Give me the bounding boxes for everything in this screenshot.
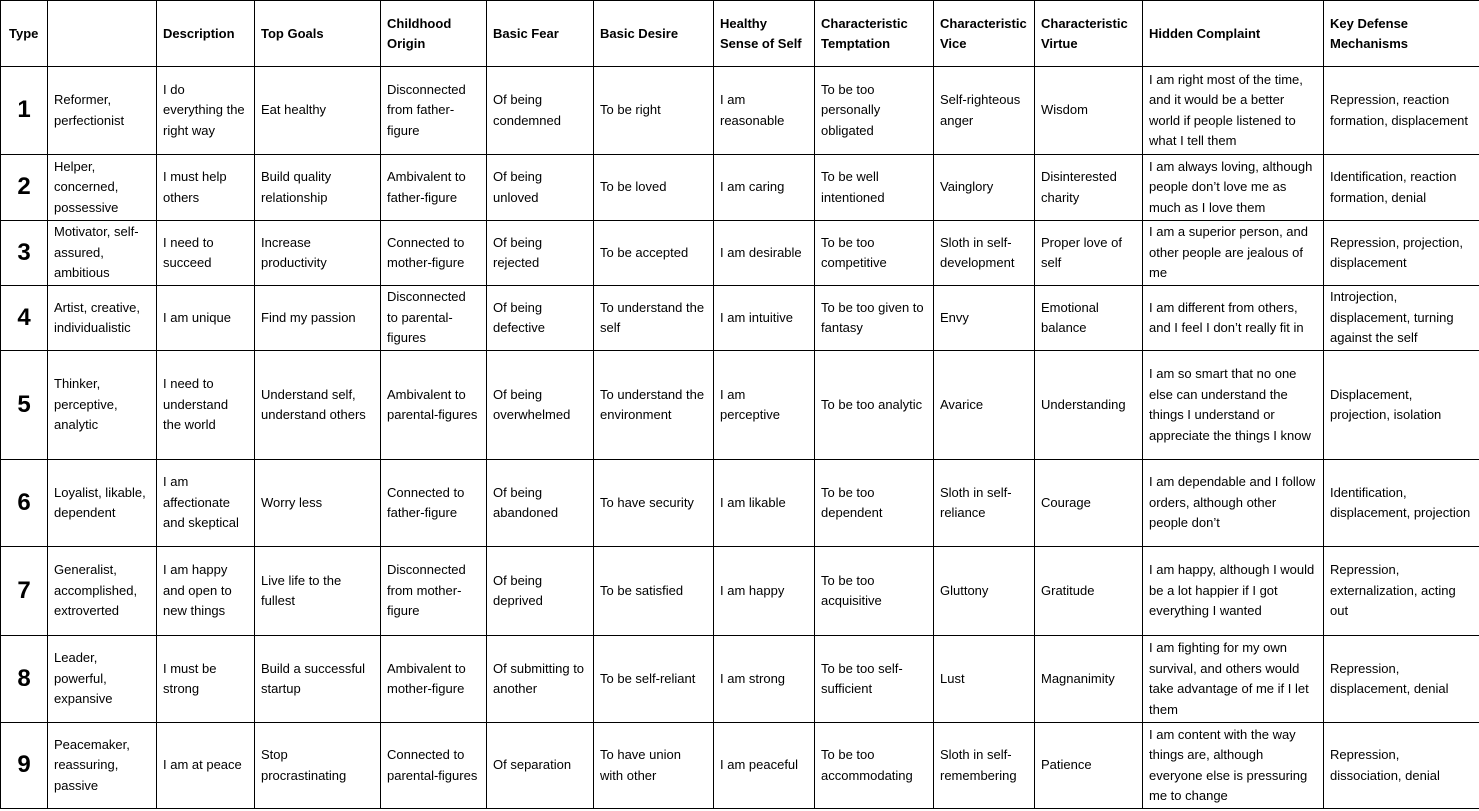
hidden-complaint-cell: I am dependable and I follow orders, although other people don’t [1143, 460, 1324, 547]
basic-fear-cell: Of being overwhelmed [487, 351, 594, 460]
childhood-origin-cell: Ambivalent to father-figure [381, 155, 487, 221]
type-name: Leader, powerful, expansive [48, 636, 157, 723]
healthy-sense-cell: I am reasonable [714, 67, 815, 155]
header-healthy-sense: Healthy Sense of Self [714, 1, 815, 67]
vice-cell: Sloth in self-remembering [934, 723, 1035, 809]
temptation-cell: To be too analytic [815, 351, 934, 460]
vice-cell: Self-righteous anger [934, 67, 1035, 155]
header-type: Type [1, 1, 48, 67]
header-blank [48, 1, 157, 67]
header-virtue: Characteristic Virtue [1035, 1, 1143, 67]
temptation-cell: To be too acquisitive [815, 547, 934, 636]
virtue-cell: Wisdom [1035, 67, 1143, 155]
header-description: Description [157, 1, 255, 67]
healthy-sense-cell: I am intuitive [714, 286, 815, 351]
temptation-cell: To be well intentioned [815, 155, 934, 221]
type-number: 6 [1, 460, 48, 547]
top-goals-cell: Eat healthy [255, 67, 381, 155]
temptation-cell: To be too competitive [815, 221, 934, 286]
basic-fear-cell: Of being abandoned [487, 460, 594, 547]
description-cell: I do everything the right way [157, 67, 255, 155]
childhood-origin-cell: Connected to parental-figures [381, 723, 487, 809]
virtue-cell: Proper love of self [1035, 221, 1143, 286]
hidden-complaint-cell: I am content with the way things are, although everyone else is pressuring me to change [1143, 723, 1324, 809]
header-temptation: Characteristic Temptation [815, 1, 934, 67]
childhood-origin-cell: Ambivalent to parental-figures [381, 351, 487, 460]
childhood-origin-cell: Disconnected from father-figure [381, 67, 487, 155]
table-row [1, 67, 1479, 155]
temptation-cell: To be too accommodating [815, 723, 934, 809]
healthy-sense-cell: I am caring [714, 155, 815, 221]
table-row [1, 460, 1479, 547]
basic-desire-cell: To be self-reliant [594, 636, 714, 723]
virtue-cell: Magnanimity [1035, 636, 1143, 723]
header-vice: Characteristic Vice [934, 1, 1035, 67]
healthy-sense-cell: I am peaceful [714, 723, 815, 809]
basic-fear-cell: Of being unloved [487, 155, 594, 221]
basic-desire-cell: To have security [594, 460, 714, 547]
defense-cell: Repression, externalization, acting out [1324, 547, 1479, 636]
top-goals-cell: Worry less [255, 460, 381, 547]
description-cell: I am at peace [157, 723, 255, 809]
hidden-complaint-cell: I am happy, although I would be a lot happier if I got everything I wanted [1143, 547, 1324, 636]
table-row [1, 636, 1479, 723]
top-goals-cell: Increase productivity [255, 221, 381, 286]
virtue-cell: Patience [1035, 723, 1143, 809]
description-cell: I am affectionate and skeptical [157, 460, 255, 547]
basic-fear-cell: Of being rejected [487, 221, 594, 286]
hidden-complaint-cell: I am always loving, although people don’t love me as much as I love them [1143, 155, 1324, 221]
vice-cell: Lust [934, 636, 1035, 723]
vice-cell: Gluttony [934, 547, 1035, 636]
table-row [1, 221, 1479, 286]
basic-desire-cell: To understand the self [594, 286, 714, 351]
hidden-complaint-cell: I am fighting for my own survival, and others would take advantage of me if I let them [1143, 636, 1324, 723]
childhood-origin-cell: Ambivalent to mother-figure [381, 636, 487, 723]
defense-cell: Repression, reaction formation, displacement [1324, 67, 1479, 155]
type-number: 8 [1, 636, 48, 723]
type-number: 3 [1, 221, 48, 286]
defense-cell: Repression, dissociation, denial [1324, 723, 1479, 809]
header-top-goals: Top Goals [255, 1, 381, 67]
basic-fear-cell: Of being defective [487, 286, 594, 351]
virtue-cell: Courage [1035, 460, 1143, 547]
defense-cell: Repression, displacement, denial [1324, 636, 1479, 723]
virtue-cell: Gratitude [1035, 547, 1143, 636]
table-row [1, 723, 1479, 809]
hidden-complaint-cell: I am right most of the time, and it would be a better world if people listened to what I tell them [1143, 67, 1324, 155]
vice-cell: Avarice [934, 351, 1035, 460]
defense-cell: Identification, displacement, projection [1324, 460, 1479, 547]
temptation-cell: To be too personally obligated [815, 67, 934, 155]
virtue-cell: Emotional balance [1035, 286, 1143, 351]
defense-cell: Introjection, displacement, turning against the self [1324, 286, 1479, 351]
header-childhood-origin: Childhood Origin [381, 1, 487, 67]
hidden-complaint-cell: I am so smart that no one else can understand the things I understand or appreciate the things I know [1143, 351, 1324, 460]
table-row [1, 547, 1479, 636]
type-number: 4 [1, 286, 48, 351]
type-name: Generalist, accomplished, extroverted [48, 547, 157, 636]
healthy-sense-cell: I am desirable [714, 221, 815, 286]
vice-cell: Sloth in self-reliance [934, 460, 1035, 547]
basic-desire-cell: To be right [594, 67, 714, 155]
hidden-complaint-cell: I am different from others, and I feel I don’t really fit in [1143, 286, 1324, 351]
top-goals-cell: Build quality relationship [255, 155, 381, 221]
header-defense: Key Defense Mechanisms [1324, 1, 1479, 67]
vice-cell: Envy [934, 286, 1035, 351]
top-goals-cell: Understand self, understand others [255, 351, 381, 460]
defense-cell: Identification, reaction formation, denial [1324, 155, 1479, 221]
type-number: 9 [1, 723, 48, 809]
defense-cell: Repression, projection, displacement [1324, 221, 1479, 286]
type-name: Thinker, perceptive, analytic [48, 351, 157, 460]
healthy-sense-cell: I am strong [714, 636, 815, 723]
type-number: 2 [1, 155, 48, 221]
type-name: Reformer, perfectionist [48, 67, 157, 155]
description-cell: I need to succeed [157, 221, 255, 286]
temptation-cell: To be too given to fantasy [815, 286, 934, 351]
basic-desire-cell: To be loved [594, 155, 714, 221]
basic-fear-cell: Of being condemned [487, 67, 594, 155]
type-number: 7 [1, 547, 48, 636]
basic-fear-cell: Of being deprived [487, 547, 594, 636]
temptation-cell: To be too self-sufficient [815, 636, 934, 723]
type-name: Loyalist, likable, dependent [48, 460, 157, 547]
healthy-sense-cell: I am happy [714, 547, 815, 636]
header-hidden-complaint: Hidden Complaint [1143, 1, 1324, 67]
description-cell: I need to understand the world [157, 351, 255, 460]
top-goals-cell: Find my passion [255, 286, 381, 351]
basic-desire-cell: To understand the environment [594, 351, 714, 460]
top-goals-cell: Build a successful startup [255, 636, 381, 723]
basic-desire-cell: To have union with other [594, 723, 714, 809]
description-cell: I must help others [157, 155, 255, 221]
header-basic-fear: Basic Fear [487, 1, 594, 67]
childhood-origin-cell: Disconnected from mother-figure [381, 547, 487, 636]
type-number: 5 [1, 351, 48, 460]
top-goals-cell: Stop procrastinating [255, 723, 381, 809]
type-number: 1 [1, 67, 48, 155]
vice-cell: Vainglory [934, 155, 1035, 221]
top-goals-cell: Live life to the fullest [255, 547, 381, 636]
basic-fear-cell: Of separation [487, 723, 594, 809]
description-cell: I am happy and open to new things [157, 547, 255, 636]
type-name: Helper, concerned, possessive [48, 155, 157, 221]
table-row [1, 155, 1479, 221]
header-basic-desire: Basic Desire [594, 1, 714, 67]
hidden-complaint-cell: I am a superior person, and other people are jealous of me [1143, 221, 1324, 286]
childhood-origin-cell: Disconnected to parental-figures [381, 286, 487, 351]
virtue-cell: Disinterested charity [1035, 155, 1143, 221]
healthy-sense-cell: I am likable [714, 460, 815, 547]
basic-fear-cell: Of submitting to another [487, 636, 594, 723]
vice-cell: Sloth in self-development [934, 221, 1035, 286]
basic-desire-cell: To be accepted [594, 221, 714, 286]
type-name: Peacemaker, reassuring, passive [48, 723, 157, 809]
table-row [1, 351, 1479, 460]
childhood-origin-cell: Connected to mother-figure [381, 221, 487, 286]
defense-cell: Displacement, projection, isolation [1324, 351, 1479, 460]
virtue-cell: Understanding [1035, 351, 1143, 460]
temptation-cell: To be too dependent [815, 460, 934, 547]
childhood-origin-cell: Connected to father-figure [381, 460, 487, 547]
type-name: Artist, creative, individualistic [48, 286, 157, 351]
description-cell: I am unique [157, 286, 255, 351]
table-row [1, 286, 1479, 351]
healthy-sense-cell: I am perceptive [714, 351, 815, 460]
type-name: Motivator, self-assured, ambitious [48, 221, 157, 286]
header-row [1, 1, 1479, 67]
basic-desire-cell: To be satisfied [594, 547, 714, 636]
description-cell: I must be strong [157, 636, 255, 723]
